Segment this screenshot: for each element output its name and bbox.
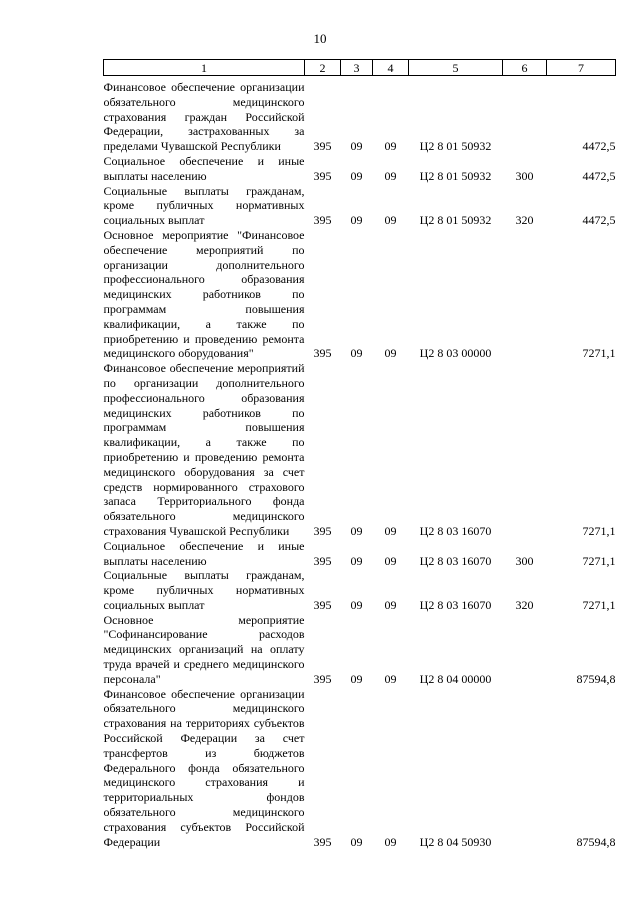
vr-code: 320: [515, 597, 534, 612]
csr-code: Ц2 8 04 00000: [419, 671, 492, 686]
gr-code: 395: [313, 523, 332, 538]
expense-name: Основное мероприятие "Финансовое обеспечение мероприятий по организации дополнительного профессионального образования медицинских работников по программам повышения квалификации, а также по приобретению и проведению ремонта медицинского оборудования": [103, 227, 305, 361]
vr-code: [503, 613, 547, 687]
gr-code: 395: [313, 168, 332, 183]
csr-code: Ц2 8 03 16070: [419, 523, 492, 538]
csr-code: Ц2 8 01 50932: [419, 139, 492, 154]
pr-code: 09: [384, 834, 397, 849]
vr-code: [503, 361, 547, 539]
table-header: [104, 60, 616, 76]
table-row: [104, 80, 616, 154]
column-header: 7: [547, 60, 616, 76]
amount: 7271,1: [582, 346, 616, 361]
pr-code: 09: [384, 523, 397, 538]
csr-code: Ц2 8 03 00000: [419, 346, 492, 361]
pr-code: 09: [384, 139, 397, 154]
expense-name: Социальное обеспечение и иные выплаты населению: [103, 153, 305, 183]
column-header: 5: [409, 60, 503, 76]
csr-code: Ц2 8 01 50932: [419, 213, 492, 228]
column-header: 2: [305, 60, 341, 76]
column-header: 3: [341, 60, 373, 76]
expense-name: Социальные выплаты гражданам, кроме публичных нормативных социальных выплат: [103, 568, 305, 612]
amount: 4472,5: [582, 168, 616, 183]
pr-code: 09: [384, 553, 397, 568]
table-row: [104, 568, 616, 612]
table-row: [104, 539, 616, 569]
pr-code: 09: [384, 671, 397, 686]
amount: 87594,8: [576, 834, 616, 849]
table-body: [104, 76, 616, 850]
amount: 4472,5: [582, 213, 616, 228]
gr-code: 395: [313, 553, 332, 568]
amount: 7271,1: [582, 553, 616, 568]
amount: 7271,1: [582, 523, 616, 538]
vr-code: 300: [515, 553, 534, 568]
vr-code: [503, 228, 547, 361]
rz-code: 09: [350, 168, 363, 183]
amount: 4472,5: [582, 139, 616, 154]
table-row: [104, 228, 616, 361]
rz-code: 09: [350, 671, 363, 686]
pr-code: 09: [384, 346, 397, 361]
expense-name: Финансовое обеспечение организации обязательного медицинского страхования граждан Российской Федерации, застрахованных за пределами Чувашской Республики: [103, 80, 305, 154]
rz-code: 09: [350, 597, 363, 612]
csr-code: Ц2 8 01 50932: [419, 168, 492, 183]
table-row: [104, 361, 616, 539]
csr-code: Ц2 8 03 16070: [419, 553, 492, 568]
vr-code: [503, 80, 547, 154]
vr-code: [503, 687, 547, 850]
pr-code: 09: [384, 168, 397, 183]
gr-code: 395: [313, 213, 332, 228]
column-header: 6: [503, 60, 547, 76]
rz-code: 09: [350, 834, 363, 849]
csr-code: Ц2 8 04 50930: [419, 834, 492, 849]
gr-code: 395: [313, 671, 332, 686]
rz-code: 09: [350, 553, 363, 568]
pr-code: 09: [384, 597, 397, 612]
amount: 87594,8: [576, 671, 616, 686]
expense-name: Социальные выплаты гражданам, кроме публичных нормативных социальных выплат: [103, 183, 305, 228]
column-header: 1: [104, 60, 305, 76]
rz-code: 09: [350, 213, 363, 228]
gr-code: 395: [313, 597, 332, 612]
table-row: [104, 687, 616, 850]
rz-code: 09: [350, 523, 363, 538]
page-number: 10: [313, 31, 327, 46]
table-row: [104, 154, 616, 184]
expense-name: Финансовое обеспечение организации обязательного медицинского страхования на территориях субъектов Российской Федерации за счет трансфертов из бюджетов Федерального фонда обязательного медицинского страхования и территориальных фондов обязательного медицинского страхования субъектов Российской Федерации: [103, 686, 305, 849]
column-header: 4: [373, 60, 409, 76]
expense-name: Финансовое обеспечение мероприятий по организации дополнительного профессионального образования медицинских работников по программам повышения квалификации, а также по приобретению и проведению ремонта медицинского оборудования за счет средств нормированного страхового запаса Территориального фонда обязательного медицинского страхования Чувашской Республики: [103, 361, 305, 538]
vr-code: 320: [515, 213, 534, 228]
rz-code: 09: [350, 346, 363, 361]
rz-code: 09: [350, 139, 363, 154]
table-row: [104, 613, 616, 687]
gr-code: 395: [313, 346, 332, 361]
gr-code: 395: [313, 139, 332, 154]
vr-code: 300: [515, 168, 534, 183]
table-row: [104, 184, 616, 228]
budget-table: [103, 59, 616, 849]
expense-name: Основное мероприятие "Софинансирование расходов медицинских организаций на оплату труда врачей и среднего медицинского персонала": [103, 612, 305, 686]
amount: 7271,1: [582, 597, 616, 612]
csr-code: Ц2 8 03 16070: [419, 597, 492, 612]
expense-name: Социальное обеспечение и иные выплаты населению: [103, 538, 305, 568]
gr-code: 395: [313, 834, 332, 849]
pr-code: 09: [384, 213, 397, 228]
